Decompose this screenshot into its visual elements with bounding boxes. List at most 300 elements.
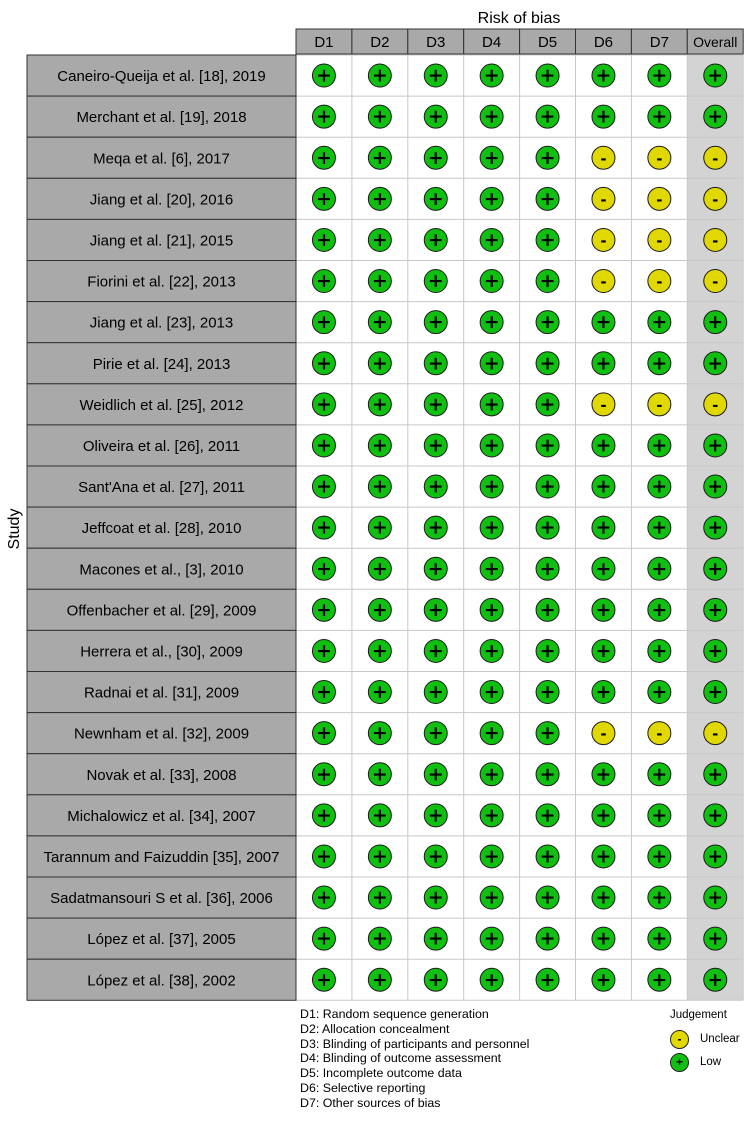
low-risk-dot [480,639,503,662]
judgement-symbol: + [371,804,388,827]
low-risk-dot [480,146,503,169]
column-header-label: D1 [314,34,334,51]
judgement-symbol: + [315,598,332,621]
low-risk-dot [368,475,391,498]
judgement-symbol: + [595,311,612,334]
judgement-symbol: + [707,516,724,539]
domain-legend-item: D5: Incomplete outcome data [300,1066,462,1081]
judgement-symbol: - [712,190,719,209]
judgement-symbol: + [539,763,556,786]
judgement-symbol: + [651,434,668,457]
low-risk-dot [480,228,503,251]
judgement-symbol: + [315,393,332,416]
low-risk-dot [592,968,615,991]
low-risk-dot [592,845,615,868]
judgement-symbol: + [427,475,444,498]
judgement-symbol: + [539,393,556,416]
judgement-symbol: + [707,475,724,498]
low-risk-dot [536,639,559,662]
judgement-symbol: + [427,639,444,662]
judgement-symbol: + [315,927,332,950]
judgement-symbol: + [483,598,500,621]
judgement-symbol: + [483,886,500,909]
study-label: Jiang et al. [21], 2015 [89,232,234,250]
judgement-symbol: + [483,187,500,210]
judgement-symbol: - [600,190,607,209]
judgement-symbol: + [315,804,332,827]
low-risk-dot [592,516,615,539]
judgement-symbol: + [371,475,388,498]
judgement-symbol: + [651,927,668,950]
y-axis-label: Study [6,508,23,550]
low-risk-dot [480,64,503,87]
low-risk-dot [368,886,391,909]
low-risk-dot [480,311,503,334]
judgement-symbol: + [371,146,388,169]
low-risk-dot [368,804,391,827]
low-risk-dot [312,557,335,580]
low-risk-dot [536,393,559,416]
judgement-symbol: + [707,105,724,128]
judgement-symbol: + [427,352,444,375]
judgement-symbol: + [651,64,668,87]
judgement-symbol: + [539,105,556,128]
low-risk-dot [480,516,503,539]
judgement-symbol: + [427,146,444,169]
low-risk-dot [424,927,447,950]
judgement-symbol: + [595,516,612,539]
low-risk-dot [592,886,615,909]
judgement-symbol: + [427,763,444,786]
low-risk-dot [648,763,671,786]
judgement-symbol: + [315,352,332,375]
column-header-label: Overall [693,34,738,50]
judgement-symbol: + [315,516,332,539]
column-header-group [296,29,743,54]
judgement-legend-item-low [664,1052,750,1074]
low-risk-dot [424,681,447,704]
judgement-symbol: + [427,557,444,580]
judgement-symbol: + [651,886,668,909]
low-risk-dot [704,639,727,662]
low-risk-dot [592,804,615,827]
low-risk-dot [536,927,559,950]
low-risk-dot [368,352,391,375]
judgement-symbol: + [539,475,556,498]
judgement-symbol: + [595,886,612,909]
judgement-symbol: + [371,105,388,128]
judgement-symbol: + [707,927,724,950]
low-risk-dot [312,270,335,293]
judgement-legend-label: Unclear [700,1033,740,1045]
low-risk-dot [424,722,447,745]
domain-legend-item: D2: Allocation concealment [300,1021,450,1036]
judgement-symbol: + [315,311,332,334]
judgement-symbol: + [483,393,500,416]
low-risk-dot [704,105,727,128]
study-label: Macones et al., [3], 2010 [79,561,244,579]
judgement-symbol: + [483,845,500,868]
low-risk-dot [704,927,727,950]
judgement-symbol: + [707,639,724,662]
study-label: López et al. [37], 2005 [87,931,236,949]
low-risk-dot [424,475,447,498]
unclear-dot-icon: - [670,1030,689,1049]
judgement-symbol: + [539,598,556,621]
judgement-symbol: + [427,105,444,128]
low-risk-dot [648,105,671,128]
judgement-symbol: - [656,149,663,168]
judgement-symbol: + [707,804,724,827]
low-risk-dot [536,886,559,909]
judgement-symbol: + [427,270,444,293]
low-risk-dot [368,146,391,169]
judgement-symbol: + [427,886,444,909]
unclear-risk-dot [592,228,615,251]
judgement-symbol: + [539,516,556,539]
judgement-symbol: + [539,557,556,580]
low-risk-dot [648,886,671,909]
low-risk-dot [312,516,335,539]
low-risk-dot [536,352,559,375]
low-risk-dot [368,228,391,251]
judgement-symbol: + [707,311,724,334]
judgement-symbol: + [315,886,332,909]
low-risk-dot [648,516,671,539]
low-risk-dot [480,927,503,950]
low-risk-dot [704,64,727,87]
low-risk-dot [480,557,503,580]
judgement-symbol: + [707,968,724,991]
judgement-symbol: - [712,273,719,292]
unclear-risk-dot [648,187,671,210]
low-risk-dot [648,845,671,868]
judgement-symbol: + [371,187,388,210]
low-risk-dot [424,639,447,662]
judgement-symbol: - [656,725,663,744]
judgement-symbol: + [371,845,388,868]
judgement-symbol: + [651,639,668,662]
low-risk-dot [592,475,615,498]
low-risk-dot [648,434,671,457]
judgement-symbol: + [651,845,668,868]
judgement-legend-label: Low [700,1056,722,1068]
low-risk-dot [480,270,503,293]
judgement-symbol: + [427,598,444,621]
low-risk-dot [536,187,559,210]
judgement-symbol: + [707,64,724,87]
study-label: Offenbacher et al. [29], 2009 [66,602,257,620]
column-header-label: D7 [649,34,669,51]
low-risk-dot [368,968,391,991]
low-risk-dot [424,146,447,169]
low-risk-dot [424,105,447,128]
low-risk-dot [704,763,727,786]
judgement-symbol: - [600,273,607,292]
judgement-symbol: + [651,311,668,334]
judgement-symbol: + [315,763,332,786]
judgement-symbol: + [483,352,500,375]
low-risk-dot [480,475,503,498]
judgement-symbol: - [600,231,607,250]
low-risk-dot [592,598,615,621]
low-risk-dot [480,968,503,991]
judgement-symbol: + [371,352,388,375]
low-risk-dot [424,968,447,991]
low-risk-dot [536,146,559,169]
judgement-symbol: + [315,639,332,662]
judgement-symbol: + [595,598,612,621]
judgement-symbol: + [371,886,388,909]
judgement-symbol: + [427,311,444,334]
judgement-symbol: + [595,434,612,457]
judgement-symbol: + [483,804,500,827]
judgement-symbol: + [651,681,668,704]
low-risk-dot [536,64,559,87]
judgement-symbol: + [427,187,444,210]
judgement-symbol: - [712,149,719,168]
low-risk-dot [592,64,615,87]
judgement-symbol: + [483,105,500,128]
low-risk-dot [312,393,335,416]
judgement-symbol: + [651,598,668,621]
judgement-symbol: + [427,845,444,868]
judgement-symbol: + [315,187,332,210]
judgement-symbol: + [315,968,332,991]
low-risk-dot [424,516,447,539]
judgement-symbol: + [651,475,668,498]
low-risk-dot [312,639,335,662]
judgement-symbol: + [707,434,724,457]
low-risk-dot [648,557,671,580]
judgement-symbol: + [483,228,500,251]
judgement-symbol: + [315,557,332,580]
judgement-symbol: + [595,968,612,991]
low-risk-dot [480,352,503,375]
low-risk-dot [368,639,391,662]
domain-legend [300,1007,529,1111]
low-risk-dot [704,681,727,704]
low-risk-dot [368,393,391,416]
judgement-symbol: + [651,804,668,827]
study-label: Oliveira et al. [26], 2011 [82,437,241,455]
judgement-symbol: + [595,639,612,662]
judgement-symbol: + [371,681,388,704]
low-risk-dot [480,105,503,128]
low-risk-dot [536,475,559,498]
column-header-label: D6 [593,34,614,51]
judgement-symbol: + [315,270,332,293]
column-header-label: D4 [482,34,502,51]
low-risk-dot [312,598,335,621]
low-risk-dot [312,352,335,375]
judgement-symbol: + [539,639,556,662]
low-risk-dot [536,722,559,745]
judgement-symbol: + [315,681,332,704]
low-risk-dot [424,598,447,621]
domain-legend-item: D7: Other sources of bias [300,1095,441,1110]
low-risk-dot [312,64,335,87]
judgement-symbol: + [315,434,332,457]
column-header-label: D2 [370,34,390,51]
judgement-symbol: + [707,352,724,375]
low-risk-dot [368,187,391,210]
judgement-symbol: + [539,927,556,950]
study-label: Newnham et al. [32], 2009 [73,725,250,743]
low-risk-dot [592,927,615,950]
judgement-symbol: + [539,311,556,334]
judgement-symbol: + [539,64,556,87]
low-risk-dot [424,886,447,909]
judgement-symbol: + [483,763,500,786]
judgement-symbol: + [595,763,612,786]
low-risk-dot [368,64,391,87]
study-label: Meqa et al. [6], 2017 [93,150,230,168]
judgement-symbol: + [483,64,500,87]
low-risk-dot [536,557,559,580]
judgement-symbol: + [315,722,332,745]
judgement-symbol: + [539,681,556,704]
judgement-symbol: + [371,968,388,991]
judgement-symbol: + [427,64,444,87]
judgement-symbol: + [483,434,500,457]
judgement-symbol: - [712,396,719,415]
judgement-symbol: - [656,273,663,292]
unclear-risk-dot [592,187,615,210]
study-label: Michalowicz et al. [34], 2007 [67,807,256,825]
study-label: Novak et al. [33], 2008 [86,766,237,784]
judgement-symbol: + [707,598,724,621]
study-label: Caneiro-Queija et al. [18], 2019 [57,68,266,86]
unclear-risk-dot [648,722,671,745]
low-risk-dot [480,722,503,745]
low-risk-dot [704,845,727,868]
low-risk-dot [480,845,503,868]
judgement-symbol: + [427,434,444,457]
judgement-symbol: + [371,434,388,457]
chart-title: Risk of bias [477,10,561,27]
low-risk-dot [480,681,503,704]
low-risk-dot [536,311,559,334]
low-risk-dot [312,927,335,950]
low-risk-dot [592,352,615,375]
low-risk-dot [536,681,559,704]
low-risk-dot [368,845,391,868]
low-risk-dot [312,968,335,991]
study-label: Merchant et al. [19], 2018 [76,109,247,127]
column-header-label: D3 [426,34,446,51]
low-risk-dot [312,311,335,334]
unclear-risk-dot [592,146,615,169]
low-risk-dot [312,475,335,498]
low-risk-dot [312,434,335,457]
judgement-symbol: - [712,725,719,744]
low-risk-dot [648,681,671,704]
low-risk-dot [368,516,391,539]
judgement-symbol: + [315,475,332,498]
unclear-risk-dot [704,228,727,251]
judgement-symbol: + [371,763,388,786]
low-risk-dot [368,927,391,950]
low-risk-dot [704,352,727,375]
judgement-symbol: + [539,352,556,375]
judgement-symbol: + [427,228,444,251]
low-risk-dot [312,804,335,827]
judgement-legend [664,1009,750,1079]
low-risk-dot [704,475,727,498]
judgement-symbol: + [371,722,388,745]
unclear-risk-dot [592,722,615,745]
low-risk-dot [648,968,671,991]
low-risk-dot [368,763,391,786]
judgement-symbol: + [539,146,556,169]
study-label: Pirie et al. [24], 2013 [92,355,231,373]
low-risk-dot [536,598,559,621]
judgement-symbol: + [483,639,500,662]
judgement-symbol: + [539,722,556,745]
low-risk-dot [424,434,447,457]
judgement-symbol: + [595,557,612,580]
low-risk-dot [424,393,447,416]
judgement-symbol: + [707,681,724,704]
judgement-symbol: + [707,845,724,868]
low-risk-dot [312,722,335,745]
low-risk-dot [536,434,559,457]
low-risk-dot [424,352,447,375]
judgement-symbol: + [539,187,556,210]
low-risk-dot [536,845,559,868]
judgement-symbol: + [371,598,388,621]
judgement-symbol: + [539,434,556,457]
low-risk-dot [704,804,727,827]
judgement-symbol: + [651,557,668,580]
judgement-symbol: + [595,475,612,498]
study-label: Jiang et al. [20], 2016 [89,191,234,209]
low-risk-dot [536,763,559,786]
unclear-risk-dot [592,270,615,293]
judgement-symbol: + [483,270,500,293]
judgement-symbol: + [539,804,556,827]
judgement-symbol: + [371,557,388,580]
judgement-symbol: + [483,475,500,498]
low-risk-dot [480,393,503,416]
judgement-symbol: + [483,927,500,950]
judgement-symbol: + [483,557,500,580]
study-label: Fiorini et al. [22], 2013 [87,273,236,291]
low-risk-dot [424,557,447,580]
low-risk-dot [648,475,671,498]
judgement-symbol: + [371,516,388,539]
judgement-symbol: + [315,845,332,868]
unclear-risk-dot [704,187,727,210]
low-risk-dot [704,434,727,457]
judgement-symbol: + [483,722,500,745]
judgement-legend-item-unclear [664,1029,750,1051]
domain-legend-item: D6: Selective reporting [300,1080,426,1095]
judgement-symbol: + [315,228,332,251]
domain-legend-item: D3: Blinding of participants and personnel [300,1036,530,1051]
low-risk-dot [368,681,391,704]
domain-legend-item: D1: Random sequence generation [300,1007,489,1021]
low-risk-dot [704,557,727,580]
low-risk-dot [312,228,335,251]
study-label: Tarannum and Faizuddin [35], 2007 [43,848,280,866]
low-risk-dot [536,968,559,991]
low-risk-dot [536,270,559,293]
judgement-symbol: + [427,927,444,950]
low-risk-dot [312,146,335,169]
low-risk-dot [648,639,671,662]
